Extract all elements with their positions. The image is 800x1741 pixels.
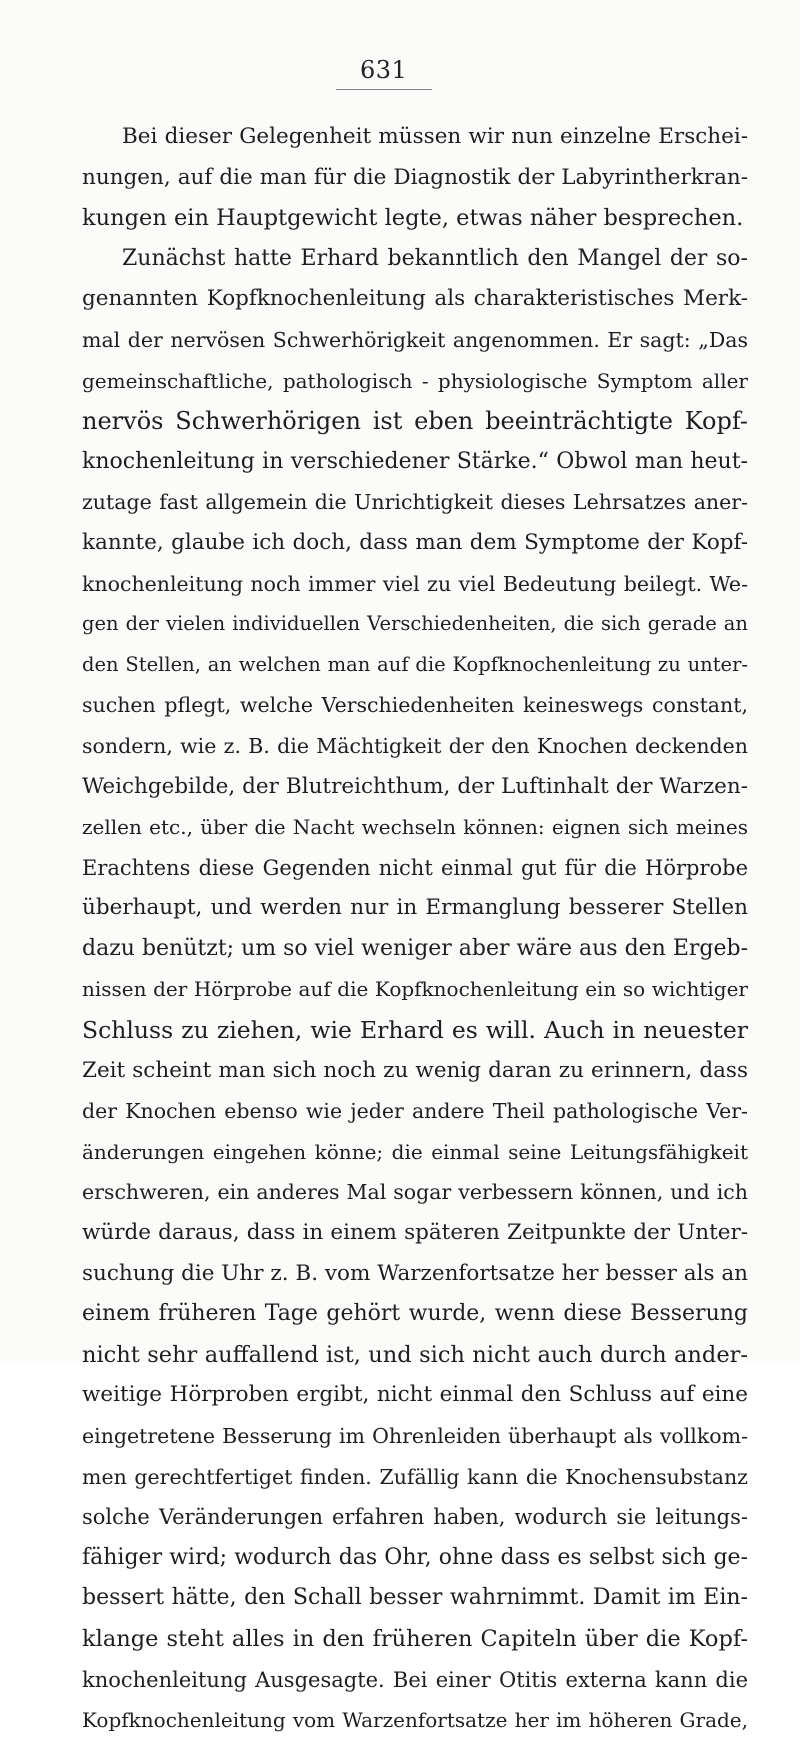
- text-line: einem früheren Tage gehört wurde, wenn diese Besserung: [82, 1301, 748, 1327]
- text-line: Erachtens diese Gegenden nicht einmal gut für die Hörprobe: [82, 855, 748, 880]
- text-line: änderungen eingehen könne; die einmal seine Leitungsfähigkeit: [82, 1139, 748, 1164]
- text-line: zellen etc., über die Nacht wechseln können: eignen sich meines: [82, 815, 748, 840]
- text-line: den Stellen, an welchen man auf die Kopfknochenleitung zu unter-: [82, 652, 748, 676]
- text-line: Bei dieser Gelegenheit müssen wir nun einzelne Erschei-: [122, 124, 748, 149]
- text-line: nervös Schwerhörigen ist eben beeinträchtigte Kopf-: [82, 407, 748, 436]
- text-line: genannten Kopfknochenleitung als charakteristisches Merk-: [82, 286, 748, 312]
- text-line: weitige Hörproben ergibt, nicht einmal den Schluss auf eine: [82, 1382, 748, 1408]
- text-line: der Knochen ebenso wie jeder andere Theil pathologische Ver-: [82, 1099, 748, 1124]
- text-line: gen der vielen individuellen Verschiedenheiten, die sich gerade an: [82, 612, 748, 636]
- text-line: kannte, glaube ich doch, dass man dem Symptome der Kopf-: [82, 529, 748, 555]
- text-line: erschweren, ein anderes Mal sogar verbessern können, und ich: [82, 1180, 748, 1205]
- body-text: [82, 117, 748, 1741]
- text-line: klange steht alles in den früheren Capiteln über die Kopf-: [82, 1625, 748, 1652]
- text-line: Zeit scheint man sich noch zu wenig daran zu erinnern, dass: [82, 1057, 748, 1083]
- text-line: eingetretene Besserung im Ohrenleiden überhaupt als vollkom-: [82, 1424, 748, 1448]
- text-line: mal der nervösen Schwerhörigkeit angenommen. Er sagt: „Das: [82, 327, 748, 352]
- text-line: knochenleitung Ausgesagte. Bei einer Otitis externa kann die: [82, 1667, 748, 1692]
- text-line: würde daraus, dass in einem späteren Zeitpunkte der Unter-: [82, 1220, 748, 1246]
- text-line: sondern, wie z. B. die Mächtigkeit der den Knochen deckenden: [82, 733, 748, 758]
- text-line: knochenleitung noch immer viel zu viel Bedeutung beilegt. We-: [82, 571, 748, 596]
- text-line: Schluss zu ziehen, wie Erhard es will. Auch in neuester: [82, 1016, 748, 1045]
- page-number: 631: [360, 56, 408, 84]
- text-line: zutage fast allgemein die Unrichtigkeit dieses Lehrsatzes aner-: [82, 490, 748, 515]
- text-line: knochenleitung in verschiedener Stärke.“ Obwol man heut-: [82, 448, 748, 474]
- text-line: dazu benützt; um so viel weniger aber wäre aus den Ergeb-: [82, 935, 748, 961]
- text-line: suchen pflegt, welche Verschiedenheiten keineswegs constant,: [82, 693, 748, 718]
- text-line: bessert hätte, den Schall besser wahrnimmt. Damit im Ein-: [82, 1585, 748, 1611]
- text-line: Kopfknochenleitung vom Warzenfortsatze her im höheren Grade,: [82, 1708, 748, 1733]
- text-line: Zunächst hatte Erhard bekanntlich den Mangel der so-: [122, 245, 748, 271]
- text-line: suchung die Uhr z. B. vom Warzenfortsatze her besser als an: [82, 1260, 748, 1286]
- text-line: nissen der Hörprobe auf die Kopfknochenleitung ein so wichtiger: [82, 977, 748, 1002]
- text-line: überhaupt, und werden nur in Ermanglung besserer Stellen: [82, 895, 748, 921]
- text-line: Weichgebilde, der Blutreichthum, der Luftinhalt der Warzen-: [82, 773, 748, 799]
- page-number-rule: [336, 89, 432, 90]
- text-line: solche Veränderungen erfahren haben, wodurch sie leitungs-: [82, 1505, 748, 1530]
- text-line: kungen ein Hauptgewicht legte, etwas näher besprechen.: [82, 205, 744, 232]
- text-line: gemeinschaftliche, pathologisch - physiologische Symptom aller: [82, 368, 748, 393]
- text-line: fähiger wird; wodurch das Ohr, ohne dass es selbst sich ge-: [82, 1544, 748, 1570]
- text-line: nicht sehr auffallend ist, und sich nicht auch durch ander-: [82, 1341, 748, 1368]
- text-line: men gerechtfertiget finden. Zufällig kann die Knochensubstanz: [82, 1464, 748, 1489]
- text-line: nungen, auf die man für die Diagnostik der Labyrintherkran-: [82, 164, 748, 190]
